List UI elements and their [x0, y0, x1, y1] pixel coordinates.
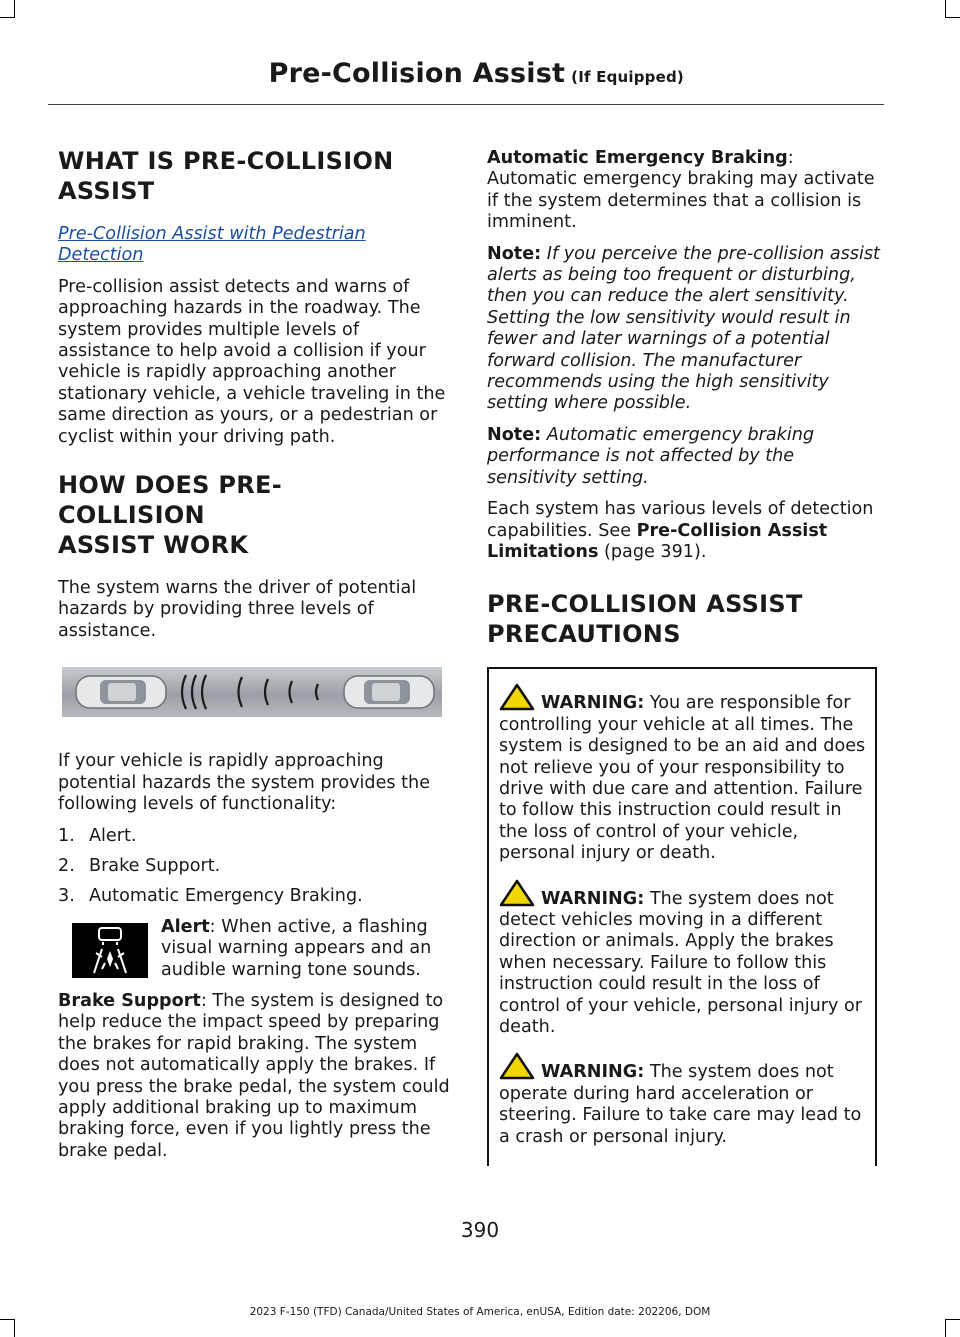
- warning-triangle-icon: [499, 1052, 535, 1080]
- note-aeb-paragraph: [487, 425, 881, 489]
- crop-mark: [945, 1319, 946, 1337]
- crop-mark: [945, 17, 960, 18]
- levels-intro-paragraph: If your vehicle is rapidly approaching potential hazards the system provides the following levels of functionality:: [58, 751, 431, 815]
- alert-desc: : When active, a flashing visual warning appears and an audible warning tone sounds.: [161, 916, 432, 980]
- list-text: Brake Support.: [89, 855, 221, 876]
- levels-list: [58, 826, 450, 908]
- right-column: [487, 148, 881, 1166]
- brake-support-term: Brake Support: [58, 990, 201, 1011]
- warning-triangle-icon: [499, 879, 535, 907]
- brake-support-desc: : The system is designed to help reduce the impact speed by preparing the brakes for rapid braking. The system does not automatically apply the brakes. If you press the brake pedal, the system could apply additional braking up to maximum braking force, even if you lightly press the brake pedal.: [58, 990, 450, 1161]
- list-item: [58, 856, 450, 877]
- list-item: [58, 886, 450, 907]
- list-text: Automatic Emergency Braking.: [89, 886, 363, 907]
- crop-mark: [14, 0, 15, 18]
- warning-text: You are responsible for controlling your vehicle at all times. The system is designed to be an aid and does not relieve you of your responsibility to drive with due care and attention. Failure to follow this instruction could result in the loss of control of your vehicle, personal injury or death.: [499, 693, 866, 864]
- alert-description: [58, 917, 450, 981]
- note-text: If you perceive the pre-collision assist alerts as being too frequent or disturbing, then you can reduce the alert sensitivity. Setting the low sensitivity would result in fewer and later warnings of a potential forward collision. The manufacturer recommends using the high sensitivity setting where possible.: [487, 243, 880, 414]
- aeb-paragraph: [487, 148, 881, 234]
- page-number: 390: [460, 1218, 500, 1242]
- left-column: [58, 138, 450, 1172]
- section-heading-precautions: [487, 589, 857, 649]
- pedestrian-detection-link[interactable]: Pre-Collision Assist with Pedestrian Detection: [58, 224, 366, 266]
- heading-line: WHAT IS PRE-COLLISION: [58, 147, 394, 175]
- list-number: 1.: [58, 825, 75, 846]
- note-label: Note:: [487, 424, 542, 445]
- list-number: 2.: [58, 855, 75, 876]
- detection-paragraph: [487, 499, 881, 563]
- detection-text: Each system has various levels of detection capabilities. See: [487, 499, 874, 541]
- warning-item: [499, 1052, 867, 1148]
- warning-text: The system does not detect vehicles moving in a different direction or animals. Apply the brakes when necessary. Failure to follow this instruction could result in the loss of control of your vehicle, personal injury or death.: [499, 888, 863, 1037]
- warning-box: [487, 667, 877, 1166]
- aeb-term: Automatic Emergency Braking: [487, 148, 788, 168]
- note-label: Note:: [487, 243, 542, 264]
- pre-collision-alert-icon: [72, 923, 148, 978]
- list-item: [58, 826, 450, 847]
- car-illustration: [62, 667, 442, 717]
- lead-vehicle-graphic: [344, 676, 434, 708]
- note-sensitivity-paragraph: [487, 244, 881, 415]
- warning-triangle-icon: [499, 683, 535, 711]
- warning-item: [499, 879, 867, 1039]
- heading-line: PRE-COLLISION ASSIST: [487, 590, 803, 619]
- crop-mark: [945, 0, 946, 18]
- heading-line: PRECAUTIONS: [487, 620, 681, 649]
- brake-support-paragraph: [58, 991, 450, 1162]
- crop-mark: [0, 17, 15, 18]
- list-number: 3.: [58, 886, 75, 907]
- header-title-suffix: (If Equipped): [571, 68, 684, 86]
- footer-edition-info: 2023 F-150 (TFD) Canada/United States of America, enUSA, Edition date: 202206, DOM: [249, 1306, 711, 1318]
- warning-label: WARNING:: [541, 693, 645, 714]
- limitations-reference-link[interactable]: Pre-Collision Assist Limitations: [487, 520, 828, 562]
- heading-line: ASSIST: [58, 177, 155, 205]
- radar-waves-graphic: [182, 675, 318, 709]
- crop-mark: [14, 1319, 15, 1337]
- warning-label: WARNING:: [541, 1062, 645, 1083]
- warning-item: [499, 683, 867, 864]
- note-text: Automatic emergency braking performance is not affected by the sensitivity setting.: [487, 424, 815, 488]
- how-intro-paragraph: The system warns the driver of potential hazards by providing three levels of assistance.: [58, 578, 417, 641]
- page-header-title: [269, 58, 684, 89]
- section-heading-how-works: [58, 470, 428, 560]
- crop-mark: [0, 1319, 15, 1320]
- warning-label: WARNING:: [541, 888, 645, 909]
- rear-vehicle-graphic: [76, 676, 166, 708]
- header-title-text: Pre-Collision Assist: [268, 58, 566, 89]
- warning-text: The system does not operate during hard acceleration or steering. Failure to take care may lead to a crash or personal injury.: [499, 1062, 862, 1147]
- intro-paragraph: Pre-collision assist detects and warns of approaching hazards in the roadway. The system provides multiple levels of assistance to help avoid a collision if your vehicle is rapidly approaching another stationary vehicle, a vehicle traveling in the same direction as yours, or a pedestrian or cyclist within your driving path.: [58, 276, 446, 447]
- crop-mark: [945, 1319, 960, 1320]
- heading-line: ASSIST WORK: [58, 531, 249, 560]
- heading-line: HOW DOES PRE-COLLISION: [58, 471, 283, 530]
- section-heading-what-is: [58, 146, 428, 206]
- list-text: Alert.: [89, 825, 137, 846]
- alert-term: Alert: [161, 916, 210, 937]
- aeb-desc: : Automatic emergency braking may activate if the system determines that a collision is imminent.: [487, 148, 875, 233]
- page-reference: (page 391).: [598, 541, 707, 562]
- header-divider: [48, 104, 884, 105]
